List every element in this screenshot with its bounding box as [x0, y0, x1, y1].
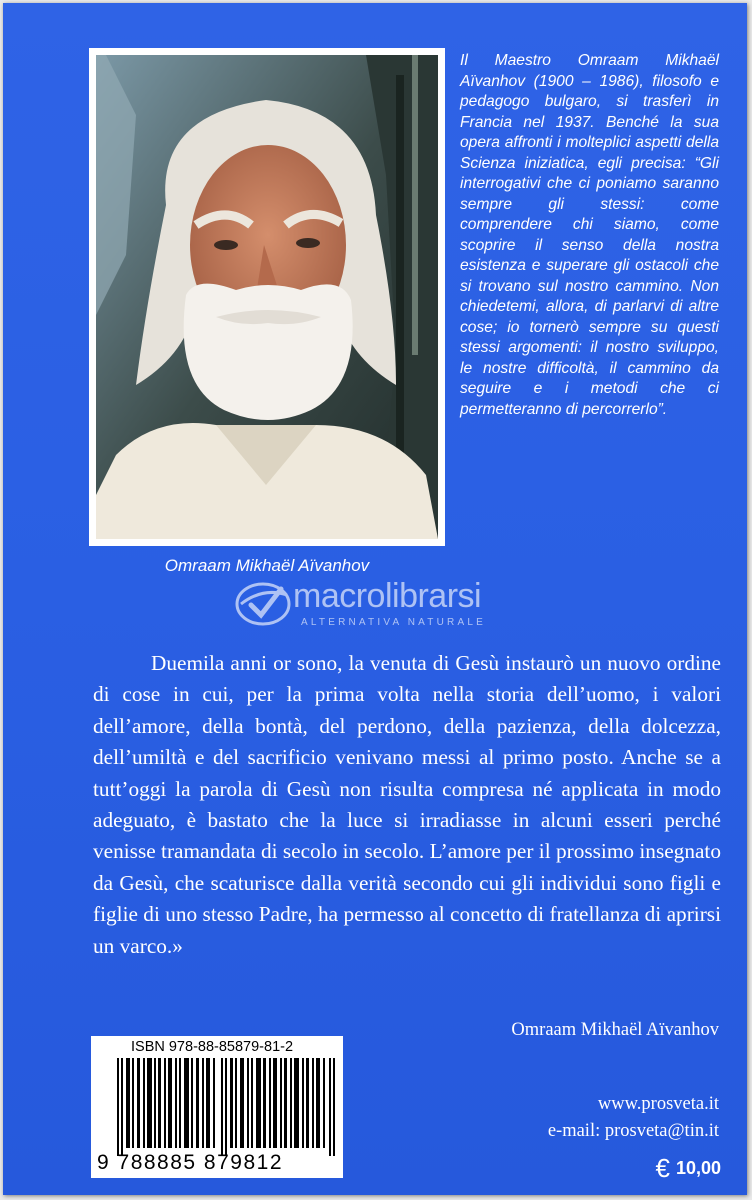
barcode-digits: 9 788885 879812 — [97, 1151, 283, 1174]
publisher-website: www.prosveta.it — [597, 1094, 719, 1114]
back-cover-quote: Duemila anni or sono, la venuta di Gesù instaurò un nuovo ordine di cose in cui, per la prima volta nella storia dell’uomo, i valori dell’amore, della bontà, del perdono, della pazienza, della dolcezza, dell’umiltà e del sacrificio venivano messi al primo posto. Anche se a tutt’oggi la parola di Gesù non risulta compresa né applicata in modo adeguato, è bastato che la luce si irradiasse in alcuni esseri perché venisse tramandata di secolo in secolo. L’amore per il prossimo insegnato da Gesù, che scaturisce dalla verità secondo cui gli individui sono figli e figlie di uno stesso Padre, ha permesso al concetto di fratellanza di aprirsi un varco.» — [93, 651, 721, 958]
quote-author: Omraam Mikhaël Aïvanhov — [511, 1020, 719, 1040]
watermark-tagline: ALTERNATIVA NATURALE — [301, 617, 486, 628]
price-amount: 10,00 — [675, 1158, 721, 1178]
author-biography: Il Maestro Omraam Mikhaël Aïvanhov (1900 – 1986), filosofo e pedagogo bulgaro, si trasferì in Francia nel 1937. Benché la sua opera affronti i molteplici aspetti della Scienza iniziatica, egli precisa: “Gli interrogativi che ci poniamo saranno sempre gli stessi: come comprendere chi siamo, come scoprire il senso della nostra esistenza e superare gli ostacoli che si trovano sul nostro cammino. Non chiedetemi, allora, di parlarvi di altre cose; io tornerò sempre su questi stessi argomenti: il nostro sviluppo, le nostre difficoltà, il cammino da seguire e i metodi che ci permetteranno di percorrerlo”. — [460, 52, 719, 418]
publisher-email: e-mail: prosveta@tin.it — [547, 1121, 719, 1141]
author-photo — [96, 55, 438, 539]
author-photo-frame — [89, 48, 445, 546]
isbn-number: ISBN 978-88-85879-81-2 — [131, 1039, 294, 1055]
isbn-barcode — [91, 1036, 343, 1178]
barcode-bars — [117, 1058, 337, 1156]
price-label — [655, 1153, 721, 1184]
watermark-brand-name: macrolibrarsi — [293, 577, 482, 615]
euro-symbol: € — [655, 1153, 670, 1183]
macrolibrarsi-logo-icon — [233, 577, 293, 627]
portrait-photo — [96, 55, 438, 539]
photo-caption: Omraam Mikhaël Aïvanhov — [164, 556, 370, 575]
book-back-cover — [3, 3, 747, 1195]
macrolibrarsi-watermark — [233, 577, 533, 633]
